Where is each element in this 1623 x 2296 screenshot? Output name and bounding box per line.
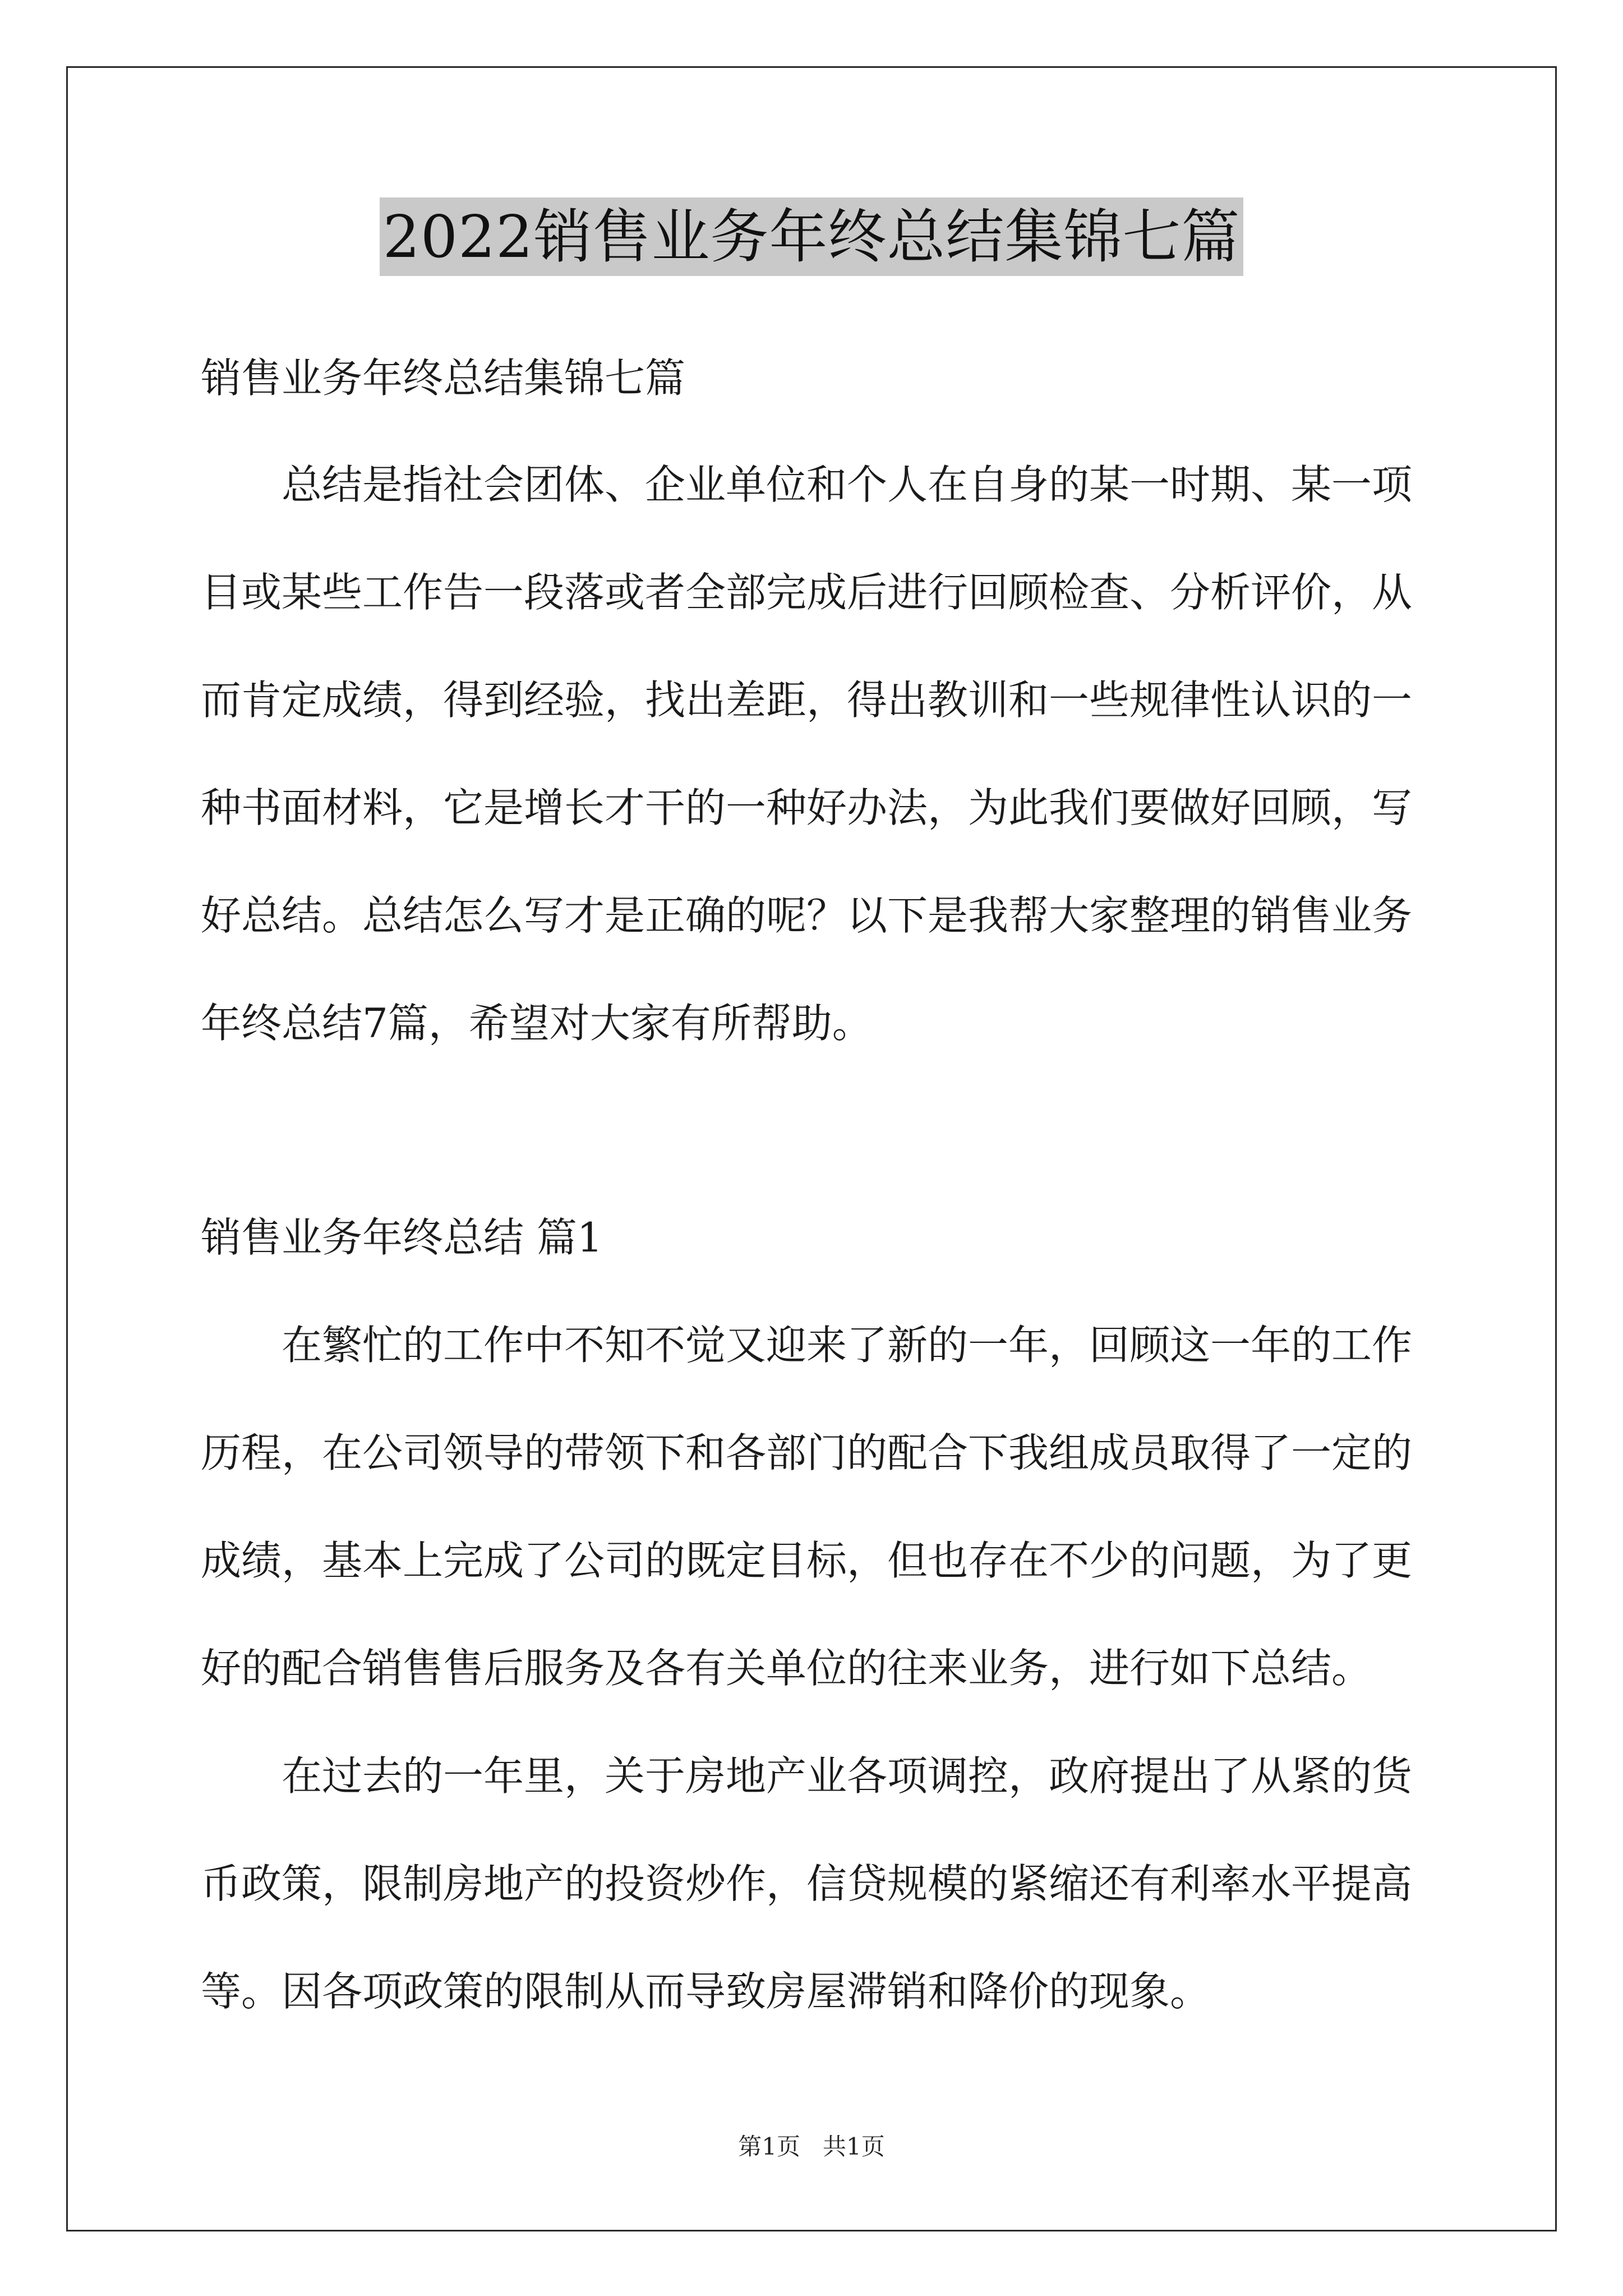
text-line: 在过去的一年里，关于房地产业各项调控，政府提出了从紧的货 — [201, 1752, 1413, 1800]
text-line: 目或某些工作告一段落或者全部完成后进行回顾检查、分析评价，从 — [201, 569, 1413, 616]
text-line: 币政策，限制房地产的投资炒作，信贷规模的紧缩还有利率水平提高 — [201, 1860, 1413, 1907]
section-heading: 销售业务年终总结 篇1 — [201, 1214, 603, 1261]
text-line: 好的配合销售售后服务及各有关单位的往来业务，进行如下总结。 — [201, 1645, 1372, 1692]
subtitle-line: 销售业务年终总结集锦七篇 — [201, 355, 686, 402]
text-line: 总结是指社会团体、企业单位和个人在自身的某一时期、某一项 — [201, 461, 1413, 508]
page-footer: 第1页 共1页 — [738, 2133, 885, 2160]
text-line: 年终总结7篇，希望对大家有所帮助。 — [201, 1000, 873, 1047]
text-line: 历程，在公司领导的带领下和各部门的配合下我组成员取得了一定的 — [201, 1429, 1413, 1476]
title-container — [0, 197, 1623, 276]
text-line: 在繁忙的工作中不知不觉又迎来了新的一年，回顾这一年的工作 — [201, 1322, 1413, 1369]
document-title: 2022销售业务年终总结集锦七篇 — [380, 197, 1244, 276]
text-line: 种书面材料，它是增长才干的一种好办法，为此我们要做好回顾，写 — [201, 784, 1413, 831]
text-line: 好总结。总结怎么写才是正确的呢？以下是我帮大家整理的销售业务 — [201, 892, 1413, 939]
text-line: 而肯定成绩，得到经验，找出差距，得出教训和一些规律性认识的一 — [201, 677, 1413, 724]
text-line: 成绩，基本上完成了公司的既定目标，但也存在不少的问题，为了更 — [201, 1537, 1413, 1584]
text-line: 等。因各项政策的限制从而导致房屋滞销和降价的现象。 — [201, 1968, 1211, 2015]
